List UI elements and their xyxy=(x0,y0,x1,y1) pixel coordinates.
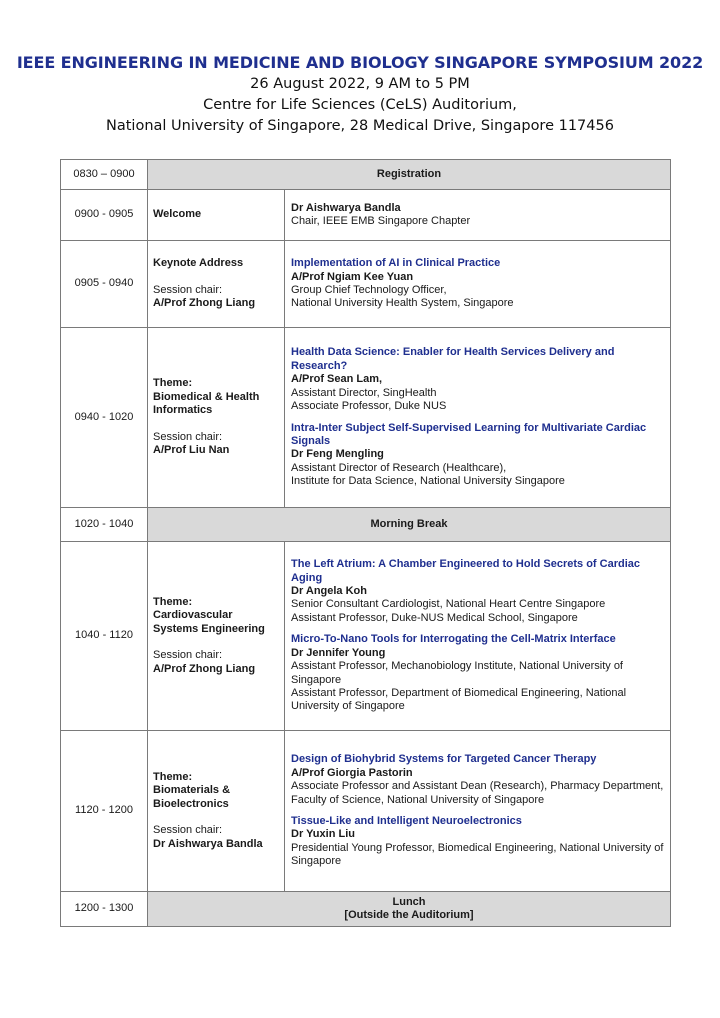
talk-title: The Left Atrium: A Chamber Engineered to Hold Secrets of Cardiac Aging xyxy=(291,558,640,584)
chair-label: Session chair: xyxy=(153,283,223,296)
event-address: National University of Singapore, 28 Medical Drive, Singapore 117456 xyxy=(106,118,614,134)
time-cell: 0940 - 1020 xyxy=(61,328,148,508)
speaker-affiliation: Group Chief Technology Officer, xyxy=(291,284,447,296)
session-cell xyxy=(148,731,285,892)
document-header xyxy=(0,52,720,137)
break-label: Morning Break xyxy=(148,508,671,542)
speaker-affiliation: Assistant Professor, Duke-NUS Medical School, Singapore xyxy=(291,611,578,624)
session-cell xyxy=(148,328,285,508)
speaker-affiliation: Chair, IEEE EMB Singapore Chapter xyxy=(291,215,471,227)
talk-cell xyxy=(285,542,671,731)
time-cell: 1200 - 1300 xyxy=(61,892,148,927)
speaker-affiliation: Assistant Professor, Mechanobiology Institute, National University of Singapore xyxy=(291,660,623,686)
session-label: Welcome xyxy=(148,190,285,241)
talk-title: Micro-To-Nano Tools for Interrogating the Cell-Matrix Interface xyxy=(291,633,616,646)
speaker-affiliation: Associate Professor, Duke NUS xyxy=(291,400,447,413)
speaker-name: Dr Angela Koh xyxy=(291,585,367,598)
break-row xyxy=(61,508,671,542)
lunch-row xyxy=(61,892,671,927)
time-cell: 1120 - 1200 xyxy=(61,731,148,892)
lunch-label: Lunch xyxy=(392,895,426,908)
talk-title: Intra-Inter Subject Self-Supervised Learning for Multivariate Cardiac Signals xyxy=(291,421,647,447)
session-cell xyxy=(148,542,285,731)
speaker-affiliation: Assistant Director, SingHealth xyxy=(291,386,437,399)
speaker-affiliation: Assistant Director of Research (Healthcare), xyxy=(291,461,507,474)
theme-label: Theme: xyxy=(153,770,193,783)
talk-cell xyxy=(285,241,671,328)
speaker-name: Dr Yuxin Liu xyxy=(291,828,355,841)
speaker-affiliation: National University Health System, Singapore xyxy=(291,297,514,310)
speaker-affiliation: Presidential Young Professor, Biomedical Engineering, National University of Singapore xyxy=(291,841,664,868)
speaker-affiliation: Senior Consultant Cardiologist, National Heart Centre Singapore xyxy=(291,598,606,611)
speaker-affiliation: Institute for Data Science, National University Singapore xyxy=(291,475,565,488)
theme2-row xyxy=(61,542,671,731)
speaker-name: A/Prof Giorgia Pastorin xyxy=(291,766,413,779)
time-cell: 0830 – 0900 xyxy=(61,160,148,190)
registration-row xyxy=(61,160,671,190)
speaker-affiliation: Faculty of Science, National University of Singapore xyxy=(291,793,545,806)
theme-label: Theme: xyxy=(153,595,193,608)
talk-title: Health Data Science: Enabler for Health Services Delivery and Research? xyxy=(291,346,615,372)
theme-name: Biomaterials & Bioelectronics xyxy=(153,784,231,810)
talk-cell xyxy=(285,190,671,241)
speaker-affiliation: Assistant Professor, Department of Biomedical Engineering, National University of Singapore xyxy=(291,686,627,713)
chair-name: A/Prof Zhong Liang xyxy=(153,297,256,310)
speaker-name: Dr Jennifer Young xyxy=(291,646,386,659)
symposium-title: IEEE ENGINEERING IN MEDICINE AND BIOLOGY SINGAPORE SYMPOSIUM 2022 xyxy=(16,53,704,72)
session-cell xyxy=(148,241,285,328)
theme-label: Theme: xyxy=(153,377,193,390)
speaker-name: Dr Aishwarya Bandla xyxy=(291,201,401,214)
welcome-row xyxy=(61,190,671,241)
theme1-row xyxy=(61,328,671,508)
schedule-table xyxy=(60,159,671,927)
speaker-name: A/Prof Ngiam Kee Yuan xyxy=(291,270,414,283)
talk-cell xyxy=(285,328,671,508)
registration-label: Registration xyxy=(148,160,671,190)
chair-name: A/Prof Liu Nan xyxy=(153,444,230,457)
chair-label: Session chair: xyxy=(153,824,223,837)
talk-title: Implementation of AI in Clinical Practice xyxy=(291,257,501,270)
lunch-note: [Outside the Auditorium] xyxy=(344,909,474,921)
chair-label: Session chair: xyxy=(153,649,223,662)
time-cell: 0905 - 0940 xyxy=(61,241,148,328)
lunch-cell xyxy=(148,892,671,927)
speaker-name: Dr Feng Mengling xyxy=(291,448,384,461)
talk-title: Design of Biohybrid Systems for Targeted Cancer Therapy xyxy=(291,753,597,766)
theme-name: Biomedical & Health Informatics xyxy=(153,390,260,417)
chair-label: Session chair: xyxy=(153,430,223,443)
event-venue: Centre for Life Sciences (CeLS) Auditorium, xyxy=(203,97,517,113)
theme3-row xyxy=(61,731,671,892)
chair-name: A/Prof Zhong Liang xyxy=(153,662,256,675)
speaker-affiliation: Associate Professor and Assistant Dean (Research), Pharmacy Department, xyxy=(291,780,664,793)
time-cell: 1020 - 1040 xyxy=(61,508,148,542)
talk-title: Tissue-Like and Intelligent Neuroelectronics xyxy=(291,815,522,827)
session-label: Keynote Address xyxy=(153,257,244,270)
time-cell: 0900 - 0905 xyxy=(61,190,148,241)
talk-cell xyxy=(285,731,671,892)
speaker-name: A/Prof Sean Lam, xyxy=(291,373,383,386)
time-cell: 1040 - 1120 xyxy=(61,542,148,731)
theme-name: Cardiovascular Systems Engineering xyxy=(153,609,265,635)
keynote-row xyxy=(61,241,671,328)
chair-name: Dr Aishwarya Bandla xyxy=(153,837,263,850)
event-date: 26 August 2022, 9 AM to 5 PM xyxy=(250,76,470,92)
